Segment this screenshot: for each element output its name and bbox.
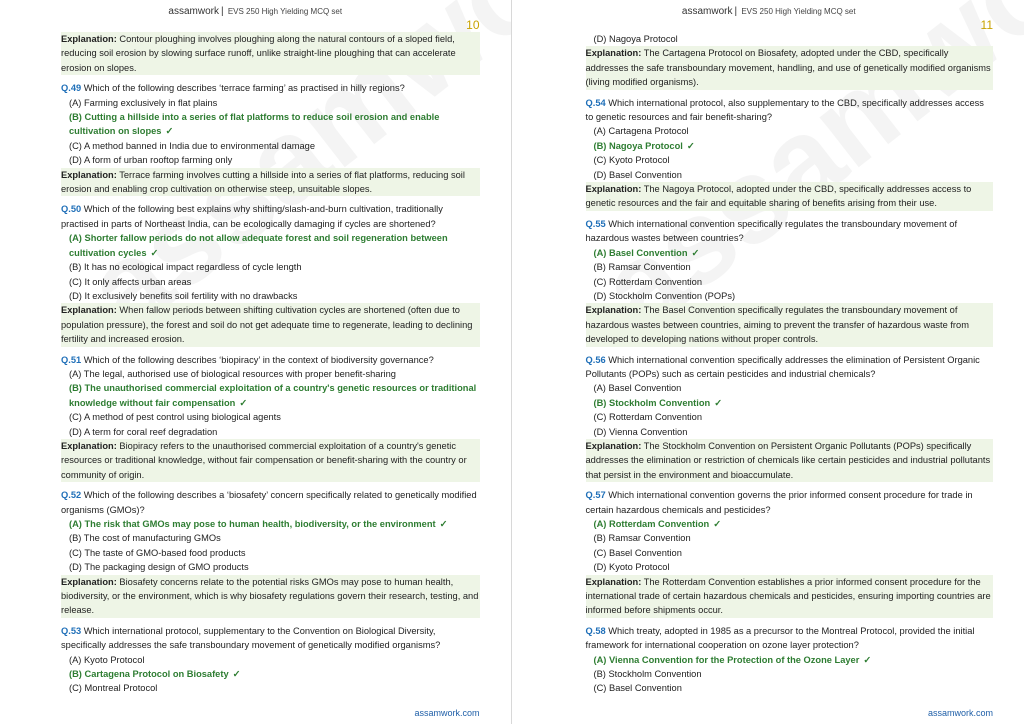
- question-text: [586, 488, 994, 517]
- question-stem: Which of the following describes a ‘biosafety’ concern specifically related to genetically modified organisms (GMOs)?: [61, 490, 477, 515]
- explanation-label: Explanation:: [585, 305, 642, 316]
- option-text: (C) A method of pest control using biological agents: [69, 412, 281, 423]
- correct-option[interactable]: [61, 110, 480, 139]
- question-stem: Which international convention governs the prior informed consent procedure for trade in certain hazardous chemicals and pesticides?: [585, 490, 973, 515]
- option[interactable]: [586, 560, 994, 574]
- option[interactable]: [61, 531, 480, 545]
- option[interactable]: [61, 139, 480, 153]
- check-icon: ✓: [714, 397, 723, 408]
- explanation: [61, 168, 480, 197]
- check-icon: ✓: [150, 247, 159, 258]
- explanation-text: When fallow periods between shifting cultivation cycles are shortened (often due to population pressure), the forest and soil do not get adequate time to regenerate, leading to declining fertility and increased erosion.: [61, 305, 473, 345]
- explanation-label: Explanation:: [61, 169, 117, 180]
- option[interactable]: [61, 653, 480, 667]
- question-number: Q.57: [585, 490, 606, 501]
- explanation: [61, 303, 480, 346]
- option[interactable]: [61, 289, 480, 303]
- explanation: [586, 182, 994, 211]
- explanation-label: Explanation:: [585, 440, 642, 451]
- option[interactable]: [61, 153, 480, 167]
- option[interactable]: [586, 289, 994, 303]
- page-header: assamwork | EVS 250 High Yielding MCQ set: [681, 6, 856, 17]
- option-text: (A) Basel Convention: [593, 247, 688, 258]
- correct-option[interactable]: [61, 667, 480, 681]
- question-text: [586, 353, 994, 382]
- explanation-label: Explanation:: [585, 576, 642, 587]
- question-number: Q.55: [585, 218, 606, 229]
- check-icon: ✓: [686, 140, 695, 151]
- option-text: (D) Kyoto Protocol: [593, 562, 670, 573]
- option-text: (B) Nagoya Protocol: [593, 140, 683, 151]
- footer-link[interactable]: assamwork.com: [414, 708, 480, 718]
- correct-option[interactable]: [586, 139, 994, 153]
- option[interactable]: [586, 531, 994, 545]
- option[interactable]: [586, 667, 994, 681]
- option-text: (B) Cutting a hillside into a series of flat platforms to reduce soil erosion and enable cultivation on slopes: [69, 112, 440, 137]
- header-subtitle: EVS 250 High Yielding MCQ set: [227, 7, 343, 16]
- question-stem: Which international convention specifically regulates the transboundary movement of hazardous wastes between countries?: [585, 218, 958, 244]
- explanation-text: The Nagoya Protocol, adopted under the CBD, specifically addresses access to genetic resources and the fair and equitable sharing of benefits arising from their use.: [585, 184, 972, 209]
- option-text: (D) A form of urban rooftop farming only: [69, 155, 233, 166]
- check-icon: ✓: [713, 519, 721, 529]
- option[interactable]: [586, 425, 994, 439]
- explanation: [586, 439, 994, 482]
- option[interactable]: [61, 96, 480, 110]
- option-text: (B) It has no ecological impact regardless of cycle length: [69, 262, 302, 273]
- option[interactable]: [61, 367, 480, 381]
- option-text: (A) Rotterdam Convention: [593, 519, 710, 529]
- option[interactable]: [61, 410, 480, 424]
- check-icon: ✓: [165, 126, 174, 137]
- explanation: [586, 575, 994, 618]
- option-text: (B) Stockholm Convention: [593, 669, 702, 680]
- option-text: (A) Vienna Convention for the Protection of the Ozone Layer: [593, 654, 860, 665]
- option[interactable]: [586, 153, 994, 167]
- check-icon: ✓: [232, 669, 241, 680]
- question-text: [61, 81, 480, 95]
- option-text: (A) Farming exclusively in flat plains: [69, 97, 218, 108]
- option[interactable]: [61, 275, 480, 289]
- option-text: (B) Ramsar Convention: [593, 533, 691, 544]
- question-text: [61, 624, 480, 653]
- option[interactable]: [586, 381, 994, 395]
- option-text: (B) The unauthorised commercial exploitation of a country's genetic resources or traditional knowledge without fair compensation: [69, 383, 477, 408]
- correct-option[interactable]: [586, 653, 994, 667]
- page-header: assamwork | EVS 250 High Yielding MCQ set: [168, 6, 343, 17]
- correct-option[interactable]: [61, 517, 480, 531]
- option[interactable]: [61, 425, 480, 439]
- question-stem: Which of the following describes ‘biopiracy’ in the context of biodiversity governance?: [81, 354, 434, 365]
- explanation: Explanation: Contour ploughing involves ploughing along the natural contours of a sloped field, reducing soil erosion by slowing surface runoff, unlike straight-line ploughing that can accelerate erosion on slopes.: [61, 32, 480, 75]
- explanation: [61, 575, 480, 618]
- option-text: (A) Shorter fallow periods do not allow adequate forest and soil regeneration between cultivation cycles: [69, 233, 448, 258]
- explanation-text: The Stockholm Convention on Persistent Organic Pollutants (POPs) specifically addresses the elimination or restriction of chemicals like certain pesticides and industrial pollutants that persist in the environment and bioaccumulate.: [585, 440, 991, 480]
- option-text: (B) The cost of manufacturing GMOs: [69, 533, 221, 544]
- option-text: (C) A method banned in India due to environmental damage: [69, 140, 316, 151]
- option[interactable]: [61, 560, 480, 574]
- question-number: Q.56: [585, 354, 606, 365]
- brand-name: assamwork: [168, 6, 219, 17]
- brand-name: assamwork: [681, 6, 733, 17]
- correct-option[interactable]: [61, 231, 480, 260]
- question-text: [586, 96, 994, 125]
- option-text: (A) The risk that GMOs may pose to human health, biodiversity, or the environment: [69, 519, 436, 529]
- explanation-text: Biosafety concerns relate to the potential risks GMOs may pose to human health, biodiversity, or the environment, which is why biosafety regulations govern their research, testing, and release.: [61, 576, 479, 616]
- option-text: (A) Basel Convention: [593, 383, 682, 394]
- option-text: (C) It only affects urban areas: [69, 276, 192, 287]
- question-stem: Which treaty, adopted in 1985 as a precursor to the Montreal Protocol, provided the initial framework for international cooperation on ozone layer protection?: [585, 625, 975, 651]
- explanation-label: Explanation:: [61, 440, 117, 451]
- explanation: Explanation: The Cartagena Protocol on Biosafety, adopted under the CBD, specifically addresses the safe transboundary movement, handling, and use of genetically modified organisms (living modified organisms).: [586, 46, 994, 89]
- option-text: (B) Ramsar Convention: [593, 262, 691, 273]
- explanation-label: Explanation:: [585, 184, 642, 195]
- question-number: Q.52: [61, 490, 82, 501]
- option-text: (C) Basel Convention: [593, 547, 682, 558]
- option-text: (A) Kyoto Protocol: [69, 654, 145, 665]
- explanation-label: Explanation:: [61, 305, 117, 316]
- option-text: (D) Basel Convention: [593, 169, 682, 180]
- option[interactable]: [586, 546, 994, 560]
- question-text: [61, 202, 480, 231]
- question-number: Q.53: [61, 625, 82, 636]
- option-text: (C) Rotterdam Convention: [593, 276, 703, 287]
- footer-link[interactable]: assamwork.com: [927, 708, 993, 718]
- option[interactable]: [586, 168, 994, 182]
- question-stem: Which international protocol, also supplementary to the CBD, specifically addresses access to genetic resources and fair benefit-sharing?: [585, 97, 984, 123]
- option-text: (C) The taste of GMO-based food products: [69, 547, 246, 558]
- option-text: (C) Rotterdam Convention: [593, 412, 703, 423]
- page-content: [61, 32, 480, 696]
- option-text: (B) Stockholm Convention: [593, 397, 711, 408]
- question-number: Q.49: [61, 83, 82, 94]
- option[interactable]: [586, 124, 994, 138]
- explanation-text: The Rotterdam Convention establishes a prior informed consent procedure for the international trade of certain hazardous chemicals and pesticides, ensuring importing countries are informed before shipments occur.: [585, 576, 991, 616]
- option-text: (D) Vienna Convention: [593, 426, 688, 437]
- check-icon: ✓: [863, 654, 872, 665]
- correct-option[interactable]: [61, 381, 480, 410]
- question-text: [61, 353, 480, 367]
- correct-option[interactable]: [586, 396, 994, 410]
- question-stem: Which international convention specifically addresses the elimination of Persistent Organic Pollutants (POPs) such as certain pesticides and industrial chemicals?: [585, 354, 980, 379]
- option-text: (D) It exclusively benefits soil fertility with no drawbacks: [69, 290, 298, 301]
- option[interactable]: [61, 681, 480, 695]
- option[interactable]: [586, 260, 994, 274]
- explanation-text: Biopiracy refers to the unauthorised commercial exploitation of a country's genetic resources or traditional knowledge, without fair compensation or benefit-sharing with the country or community of origin.: [61, 440, 467, 480]
- option-text: (C) Montreal Protocol: [69, 683, 158, 694]
- option-text: (C) Basel Convention: [593, 683, 682, 694]
- correct-option[interactable]: [586, 517, 994, 531]
- option-text: (A) Cartagena Protocol: [593, 126, 689, 137]
- option-text: (B) Cartagena Protocol on Biosafety: [69, 669, 229, 680]
- page-number: 11: [980, 18, 993, 32]
- check-icon: ✓: [239, 397, 248, 408]
- option-text: (C) Kyoto Protocol: [593, 155, 670, 166]
- question-number: Q.50: [61, 204, 82, 215]
- option: (D) Nagoya Protocol: [593, 34, 678, 44]
- option-text: (D) The packaging design of GMO products: [69, 562, 249, 573]
- explanation-label: Explanation:: [61, 576, 117, 587]
- check-icon: ✓: [439, 519, 448, 529]
- question-number: Q.58: [585, 625, 606, 636]
- header-subtitle: EVS 250 High Yielding MCQ set: [741, 7, 856, 16]
- question-text: [586, 624, 994, 653]
- question-number: Q.51: [61, 354, 82, 365]
- option[interactable]: [586, 681, 994, 695]
- option[interactable]: [586, 410, 994, 424]
- explanation: [586, 303, 994, 346]
- option-text: (A) The legal, authorised use of biological resources with proper benefit-sharing: [69, 368, 396, 379]
- page-number: 10: [466, 18, 480, 32]
- option-text: (D) Stockholm Convention (POPs): [593, 290, 736, 301]
- question-stem: Which of the following best explains why shifting/slash-and-burn cultivation, traditionally practised in parts of Northeast India, can be ecologically damaging if cycles are shortened?: [61, 204, 443, 229]
- page-right: [514, 0, 1024, 724]
- question-text: [61, 488, 480, 517]
- question-stem: Which of the following describes ‘terrace farming’ as practised in hilly regions?: [81, 83, 405, 94]
- option[interactable]: [61, 546, 480, 560]
- question-stem: Which international protocol, supplementary to the Convention on Biological Diversity, specifically addresses the safe transboundary movement of genetically modified organisms?: [61, 625, 441, 651]
- correct-option[interactable]: [586, 246, 994, 260]
- check-icon: ✓: [691, 247, 700, 258]
- question-text: [586, 217, 994, 246]
- option[interactable]: [586, 275, 994, 289]
- explanation-text: The Basel Convention specifically regulates the transboundary movement of hazardous wastes between countries, aiming to prevent the transfer of hazardous waste from developed to developing nations without proper controls.: [585, 305, 969, 345]
- question-number: Q.54: [585, 97, 606, 108]
- option-text: (D) A term for coral reef degradation: [69, 426, 218, 437]
- page-content: [586, 32, 994, 696]
- option[interactable]: [61, 260, 480, 274]
- explanation: [61, 439, 480, 482]
- explanation-text: Terrace farming involves cutting a hillside into a series of flat platforms, reducing soil erosion and enabling crop cultivation on otherwise steep, unsuitable slopes.: [61, 169, 465, 195]
